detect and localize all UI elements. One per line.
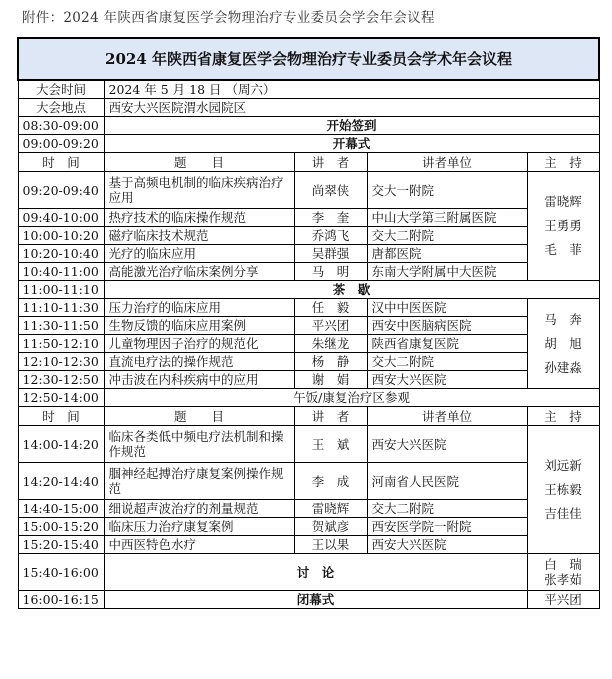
discussion-label: 讨 论 xyxy=(104,554,527,591)
header-time: 时 间 xyxy=(18,407,104,426)
header-unit: 讲者单位 xyxy=(367,407,527,426)
row-unit: 陕西省康复医院 xyxy=(367,335,527,353)
agenda-table xyxy=(17,37,600,609)
row-unit: 西安医学院一附院 xyxy=(367,518,527,536)
host-name: 王勇勇 xyxy=(544,218,582,233)
row-time: 14:00-14:20 xyxy=(18,426,104,463)
time-label: 大会时间 xyxy=(18,80,104,99)
table-row xyxy=(18,500,599,518)
row-topic: 临床压力治疗康复案例 xyxy=(104,518,294,536)
header-unit: 讲者单位 xyxy=(367,153,527,172)
row-time: 10:40-11:00 xyxy=(18,263,104,281)
row-time: 09:40-10:00 xyxy=(18,209,104,227)
session2-hosts xyxy=(527,299,599,389)
row-speaker: 乔鸿飞 xyxy=(294,227,367,245)
row-topic: 热疗技术的临床操作规范 xyxy=(104,209,294,227)
row-unit: 东南大学附属中大医院 xyxy=(367,263,527,281)
row-topic: 生物反馈的临床应用案例 xyxy=(104,317,294,335)
opening-time: 09:00-09:20 xyxy=(18,135,104,153)
row-topic: 高能激光治疗临床案例分享 xyxy=(104,263,294,281)
tea-label: 茶 歇 xyxy=(104,281,599,299)
table-row xyxy=(18,353,599,371)
table-row xyxy=(18,536,599,554)
row-speaker: 任 毅 xyxy=(294,299,367,317)
host-name: 张孝茹 xyxy=(544,572,582,587)
closing-time: 16:00-16:15 xyxy=(18,591,104,609)
host-name: 吉佳佳 xyxy=(544,505,582,521)
row-speaker: 谢 娟 xyxy=(294,371,367,389)
row-topic: 临床各类低中频电疗法机制和操作规范 xyxy=(104,426,294,463)
row-time: 12:10-12:30 xyxy=(18,353,104,371)
host-name: 王栋毅 xyxy=(544,481,582,497)
lunch-label: 午饭/康复治疗区参观 xyxy=(104,389,599,407)
row-speaker: 李 成 xyxy=(294,463,367,500)
row-speaker: 李 奎 xyxy=(294,209,367,227)
session1-hosts xyxy=(527,172,599,281)
place-value: 西安大兴医院渭水园院区 xyxy=(104,99,599,117)
table-row xyxy=(18,335,599,353)
row-unit: 唐都医院 xyxy=(367,245,527,263)
row-unit: 交大二附院 xyxy=(367,500,527,518)
host-name: 雷晓辉 xyxy=(544,194,582,209)
row-speaker: 平兴团 xyxy=(294,317,367,335)
host-name: 马 奔 xyxy=(544,311,582,327)
table-row xyxy=(18,245,599,263)
row-topic: 基于高频电机制的临床疾病治疗应用 xyxy=(104,172,294,209)
agenda-title: 2024 年陕西省康复医学会物理治疗专业委员会学术年会议程 xyxy=(18,38,599,80)
row-topic: 腘神经起搏治疗康复案例操作规范 xyxy=(104,463,294,500)
row-topic: 细说超声波治疗的剂量规范 xyxy=(104,500,294,518)
time-value: 2024 年 5 月 18 日 （周六） xyxy=(104,80,599,99)
row-time: 14:20-14:40 xyxy=(18,463,104,500)
closing-label: 闭幕式 xyxy=(104,591,527,609)
table-row xyxy=(18,209,599,227)
table-row xyxy=(18,172,599,209)
host-name: 刘远新 xyxy=(544,457,582,473)
host-name: 白 瑞 xyxy=(544,557,582,572)
table-row xyxy=(18,317,599,335)
header-topic: 题 目 xyxy=(104,153,294,172)
row-unit: 河南省人民医院 xyxy=(367,463,527,500)
header-speaker: 讲 者 xyxy=(294,153,367,172)
row-speaker: 马 明 xyxy=(294,263,367,281)
table-row xyxy=(18,518,599,536)
checkin-label: 开始签到 xyxy=(104,117,599,135)
table-row xyxy=(18,426,599,463)
row-topic: 磁疗临床技术规范 xyxy=(104,227,294,245)
table-row xyxy=(18,463,599,500)
row-unit: 西安大兴医院 xyxy=(367,536,527,554)
row-speaker: 杨 静 xyxy=(294,353,367,371)
row-topic: 中西医特色水疗 xyxy=(104,536,294,554)
row-speaker: 王以果 xyxy=(294,536,367,554)
table-row xyxy=(18,299,599,317)
discussion-time: 15:40-16:00 xyxy=(18,554,104,591)
host-name: 胡 旭 xyxy=(544,335,582,351)
row-time: 15:00-15:20 xyxy=(18,518,104,536)
row-time: 09:20-09:40 xyxy=(18,172,104,209)
place-label: 大会地点 xyxy=(18,99,104,117)
row-speaker: 雷晓辉 xyxy=(294,500,367,518)
row-time: 10:00-10:20 xyxy=(18,227,104,245)
row-unit: 交大二附院 xyxy=(367,353,527,371)
row-unit: 汉中中医医院 xyxy=(367,299,527,317)
header-speaker: 讲 者 xyxy=(294,407,367,426)
session3-hosts xyxy=(527,426,599,554)
row-unit: 西安中医脑病医院 xyxy=(367,317,527,335)
header-topic: 题 目 xyxy=(104,407,294,426)
row-topic: 冲击波在内科疾病中的应用 xyxy=(104,371,294,389)
row-unit: 西安大兴医院 xyxy=(367,371,527,389)
row-time: 10:20-10:40 xyxy=(18,245,104,263)
row-speaker: 贺斌彦 xyxy=(294,518,367,536)
opening-label: 开幕式 xyxy=(104,135,599,153)
row-speaker: 吴群强 xyxy=(294,245,367,263)
header-host: 主 持 xyxy=(527,407,599,426)
row-topic: 直流电疗法的操作规范 xyxy=(104,353,294,371)
row-time: 12:30-12:50 xyxy=(18,371,104,389)
attachment-caption: 附件：2024 年陕西省康复医学会物理治疗专业委员会学会年会议程 xyxy=(22,10,435,26)
table-row xyxy=(18,371,599,389)
row-speaker: 朱继龙 xyxy=(294,335,367,353)
lunch-time: 12:50-14:00 xyxy=(18,389,104,407)
row-time: 11:50-12:10 xyxy=(18,335,104,353)
tea-time: 11:00-11:10 xyxy=(18,281,104,299)
host-name: 毛 菲 xyxy=(544,242,582,257)
row-topic: 儿童物理因子治疗的规范化 xyxy=(104,335,294,353)
header-host: 主 持 xyxy=(527,153,599,172)
closing-host: 平兴团 xyxy=(527,591,599,609)
row-time: 11:10-11:30 xyxy=(18,299,104,317)
row-unit: 交大一附院 xyxy=(367,172,527,209)
row-time: 11:30-11:50 xyxy=(18,317,104,335)
row-topic: 光疗的临床应用 xyxy=(104,245,294,263)
header-row-1 xyxy=(18,153,599,172)
table-row xyxy=(18,227,599,245)
row-time: 15:20-15:40 xyxy=(18,536,104,554)
header-time: 时 间 xyxy=(18,153,104,172)
header-row-2 xyxy=(18,407,599,426)
row-topic: 压力治疗的临床应用 xyxy=(104,299,294,317)
row-unit: 交大二附院 xyxy=(367,227,527,245)
checkin-time: 08:30-09:00 xyxy=(18,117,104,135)
row-speaker: 尚翠侠 xyxy=(294,172,367,209)
row-unit: 西安大兴医院 xyxy=(367,426,527,463)
row-unit: 中山大学第三附属医院 xyxy=(367,209,527,227)
host-name: 孙建淼 xyxy=(544,359,582,375)
row-time: 14:40-15:00 xyxy=(18,500,104,518)
discussion-hosts xyxy=(527,554,599,591)
table-row xyxy=(18,263,599,281)
row-speaker: 王 斌 xyxy=(294,426,367,463)
